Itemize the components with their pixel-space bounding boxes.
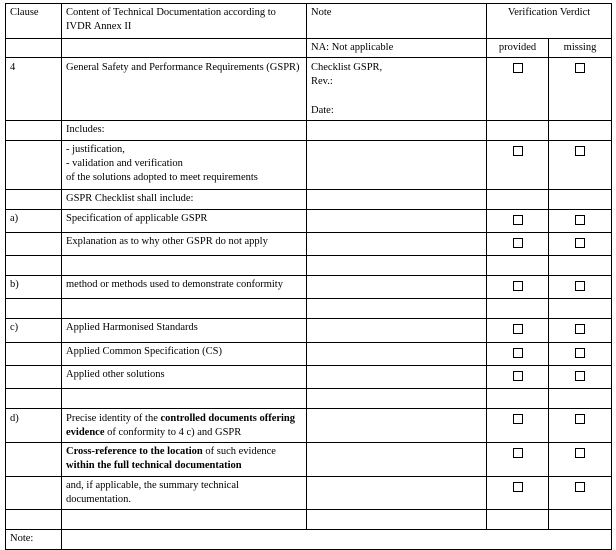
requirement-emphasis: within the full technical documentation [66, 460, 242, 472]
empty-cell [62, 256, 307, 276]
missing-checkbox[interactable] [575, 324, 585, 334]
empty-cell [307, 509, 487, 529]
missing-checkbox[interactable] [575, 281, 585, 291]
provided-checkbox-cell [487, 319, 549, 342]
empty-cell [307, 120, 487, 140]
provided-checkbox[interactable] [513, 281, 523, 291]
empty-cell [549, 120, 612, 140]
content-cell [62, 140, 307, 189]
section-title: General Safety and Performance Requirements (GSPR) [66, 62, 300, 74]
table-row [6, 476, 612, 509]
list-item: - justification, [66, 143, 125, 155]
content-cell [62, 189, 307, 209]
provided-checkbox[interactable] [513, 348, 523, 358]
requirement-text: Applied Harmonised Standards [66, 322, 198, 334]
provided-checkbox[interactable] [513, 482, 523, 492]
provided-label: provided [498, 42, 537, 53]
content-cell [62, 120, 307, 140]
header-row [6, 4, 612, 39]
provided-checkbox-cell [487, 443, 549, 476]
content-cell [62, 365, 307, 388]
missing-checkbox-cell [549, 408, 612, 442]
empty-cell [6, 189, 62, 209]
note-input-area[interactable] [62, 529, 612, 549]
clause-cell [6, 209, 62, 232]
requirement-text: Specification of applicable GSPR [66, 212, 208, 224]
empty-cell [62, 388, 307, 408]
provided-checkbox-cell [487, 408, 549, 442]
missing-checkbox-cell [549, 319, 612, 342]
empty-cell [6, 509, 62, 529]
table-row [6, 140, 612, 189]
requirement-text: Explanation as to why other GSPR do not apply [66, 236, 268, 248]
missing-checkbox-cell [549, 233, 612, 256]
empty-cell [549, 189, 612, 209]
empty-cell [6, 299, 62, 319]
empty-cell [549, 256, 612, 276]
empty-cell [487, 256, 549, 276]
empty-cell [307, 319, 487, 342]
provided-checkbox-cell [487, 276, 549, 299]
clause-number: d) [10, 412, 19, 424]
content-column-header [62, 4, 307, 39]
provided-checkbox[interactable] [513, 215, 523, 225]
empty-cell [307, 342, 487, 365]
empty-cell [307, 233, 487, 256]
requirement-text: Precise identity of the [66, 412, 161, 424]
verification-header-label: Verification Verdict [507, 7, 591, 18]
empty-cell [6, 342, 62, 365]
clause-header-label: Clause [10, 7, 39, 18]
missing-checkbox-cell [549, 476, 612, 509]
missing-checkbox[interactable] [575, 448, 585, 458]
empty-cell [6, 365, 62, 388]
table-row [6, 209, 612, 232]
empty-cell [62, 39, 307, 58]
provided-checkbox[interactable] [513, 371, 523, 381]
requirement-text: method or methods used to demonstrate conformity [66, 279, 283, 291]
provided-checkbox[interactable] [513, 324, 523, 334]
checklist-intro: GSPR Checklist shall include: [66, 192, 194, 204]
missing-checkbox[interactable] [575, 414, 585, 424]
missing-checkbox-cell [549, 209, 612, 232]
empty-cell [6, 476, 62, 509]
empty-cell [6, 256, 62, 276]
provided-checkbox-cell [487, 140, 549, 189]
table-row [6, 58, 612, 121]
spacer-row [6, 256, 612, 276]
note-column-header [307, 4, 487, 39]
content-cell [62, 342, 307, 365]
clause-number: 4 [10, 62, 16, 74]
provided-checkbox-cell [487, 365, 549, 388]
empty-cell [307, 209, 487, 232]
empty-cell [487, 388, 549, 408]
missing-checkbox-cell [549, 140, 612, 189]
clause-number: c) [10, 322, 19, 334]
table-row [6, 120, 612, 140]
note-checklist-gspr: Checklist GSPR, [311, 62, 383, 74]
verification-verdict-header [487, 4, 612, 39]
content-cell [62, 408, 307, 442]
empty-cell [62, 509, 307, 529]
provided-checkbox[interactable] [513, 414, 523, 424]
empty-cell [487, 299, 549, 319]
empty-cell [307, 189, 487, 209]
empty-cell [487, 120, 549, 140]
empty-cell [487, 189, 549, 209]
empty-cell [6, 443, 62, 476]
missing-checkbox[interactable] [575, 215, 585, 225]
provided-subheader [487, 39, 549, 58]
requirement-text: Applied Common Specification (CS) [66, 345, 223, 357]
missing-label: missing [563, 42, 597, 53]
empty-cell [307, 140, 487, 189]
missing-checkbox[interactable] [575, 146, 585, 156]
note-date-label: Date: [311, 104, 334, 116]
note-cell [6, 529, 62, 549]
provided-checkbox-cell [487, 476, 549, 509]
list-item-text: of the solutions adopted to meet requirements [66, 172, 258, 184]
na-note-label: NA: Not applicable [311, 42, 394, 53]
empty-cell [307, 443, 487, 476]
missing-checkbox-cell [549, 342, 612, 365]
missing-subheader [549, 39, 612, 58]
technical-documentation-checklist-table [5, 3, 612, 550]
includes-label: Includes: [66, 123, 105, 135]
empty-cell [307, 365, 487, 388]
requirement-text: of conformity to 4 c) and GSPR [104, 427, 242, 439]
missing-checkbox-cell [549, 58, 612, 121]
footer-note-row [6, 529, 612, 549]
provided-checkbox-cell [487, 233, 549, 256]
empty-cell [62, 299, 307, 319]
provided-checkbox[interactable] [513, 448, 523, 458]
requirement-text: Applied other solutions [66, 368, 165, 380]
empty-cell [549, 299, 612, 319]
missing-checkbox-cell [549, 443, 612, 476]
table-row [6, 319, 612, 342]
empty-cell [549, 509, 612, 529]
content-cell [62, 319, 307, 342]
empty-cell [6, 120, 62, 140]
empty-cell [307, 388, 487, 408]
requirement-text: of such evidence [202, 446, 276, 458]
subheader-row [6, 39, 612, 58]
content-cell [62, 276, 307, 299]
requirement-emphasis: controlled documents offering evidence [66, 412, 296, 439]
missing-checkbox[interactable] [575, 348, 585, 358]
requirement-emphasis: Cross-reference to the location [66, 446, 203, 458]
empty-cell [6, 39, 62, 58]
content-cell [62, 58, 307, 121]
missing-checkbox-cell [549, 365, 612, 388]
note-header-label: Note [311, 7, 332, 18]
missing-checkbox[interactable] [575, 63, 585, 73]
table-row [6, 443, 612, 476]
clause-number: b) [10, 279, 19, 291]
empty-cell [487, 509, 549, 529]
missing-checkbox[interactable] [575, 238, 585, 248]
content-cell [62, 476, 307, 509]
empty-cell [307, 276, 487, 299]
table-row [6, 342, 612, 365]
note-rev-label: Rev.: [311, 76, 333, 88]
empty-cell [6, 388, 62, 408]
missing-checkbox-cell [549, 276, 612, 299]
content-cell [62, 443, 307, 476]
provided-checkbox-cell [487, 342, 549, 365]
table-row [6, 365, 612, 388]
empty-cell [6, 233, 62, 256]
empty-cell [549, 388, 612, 408]
clause-cell [6, 319, 62, 342]
clause-cell [6, 408, 62, 442]
empty-cell [307, 256, 487, 276]
clause-cell [6, 58, 62, 121]
requirement-text: and, if applicable, the summary technical documentation. [66, 479, 239, 505]
content-cell [62, 233, 307, 256]
provided-checkbox-cell [487, 209, 549, 232]
provided-checkbox[interactable] [513, 63, 523, 73]
footer-note-label: Note: [10, 532, 34, 544]
missing-checkbox[interactable] [575, 482, 585, 492]
table-row [6, 233, 612, 256]
content-header-label: Content of Technical Documentation according to IVDR Annex II [66, 7, 276, 33]
empty-cell [6, 140, 62, 189]
empty-cell [307, 476, 487, 509]
list-item: - validation and verification [66, 158, 183, 170]
table-row [6, 408, 612, 442]
na-note-cell [307, 39, 487, 58]
spacer-row [6, 509, 612, 529]
note-rev-date [311, 75, 482, 118]
empty-cell [307, 299, 487, 319]
clause-number: a) [10, 212, 19, 224]
content-cell [62, 209, 307, 232]
missing-checkbox[interactable] [575, 371, 585, 381]
table-row [6, 276, 612, 299]
provided-checkbox-cell [487, 58, 549, 121]
note-cell [307, 58, 487, 121]
spacer-row [6, 388, 612, 408]
empty-cell [307, 408, 487, 442]
provided-checkbox[interactable] [513, 146, 523, 156]
provided-checkbox[interactable] [513, 238, 523, 248]
clause-column-header [6, 4, 62, 39]
spacer-row [6, 299, 612, 319]
clause-cell [6, 276, 62, 299]
table-row [6, 189, 612, 209]
